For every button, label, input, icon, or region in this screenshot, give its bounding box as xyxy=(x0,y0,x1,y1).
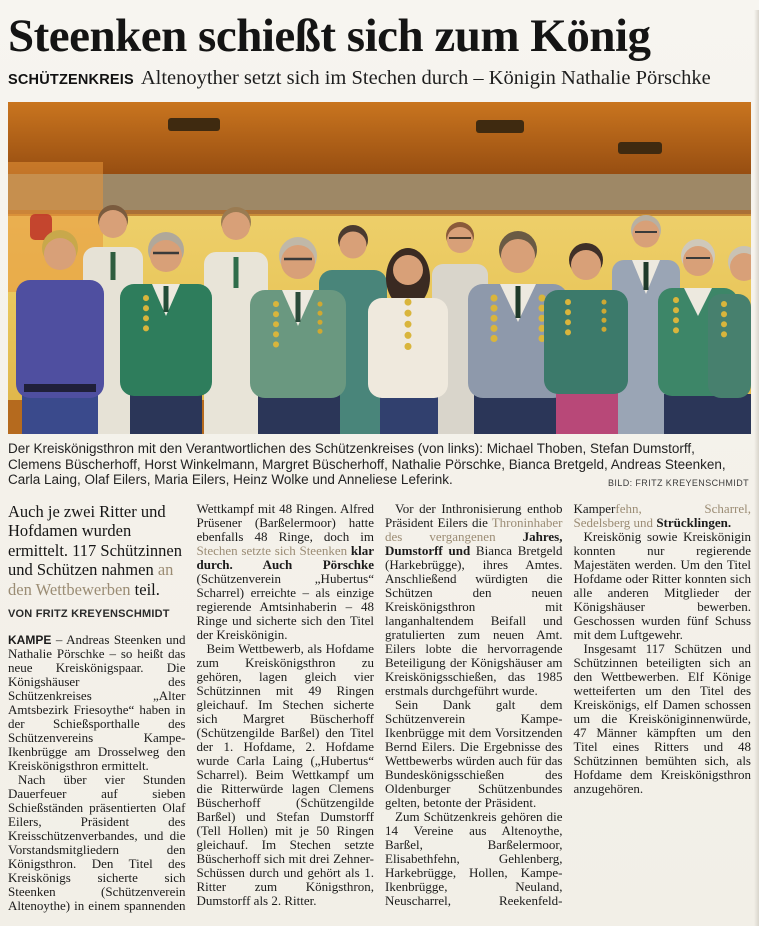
text-run: Beim Wettbewerb, als Hofdame zum Kreiskönigsthron zu gehören, lagen gleich vier Schützinnen mit 49 Ringen gleichauf. Im Stechen sicherte sich Margret Büscherhoff (Schützengilde Barßel) den Titel der 1. Hofdame, 2. Hofdame wurde Carla Laing („Hubertus“ Scharrel). Beim Wettkampf um die Ritterwürde lagen Clemens Büscherhoff (Schützengilde Barßel) und Stefan Dumstorff (Tell Hollen) mit je 50 Ringen gleichauf. Im Stechen setzte Büscherhoff sich mit drei Zehner-Schüssen durch und gehört als 1. Ritter zum Königsthron, Dumstorff als 2. Ritter. xyxy=(196,640,374,908)
text-run: klar durch. Auch Pörschke xyxy=(196,542,374,572)
article-paragraph-3 xyxy=(197,642,375,908)
article-paragraph-5 xyxy=(385,698,563,810)
lead-paragraph xyxy=(8,502,186,600)
text-run: – Andreas Steenken und Nathalie Pörschke – so heißt das neue Kreiskönigspaar. Die Königshäuser des Schützenkreises „Alter Amtsbezirk Friesoythe“ haben in der Schießsporthalle des Schützenvereins Kampe-Ikenbrügge am Drosselweg den Kreiskönigsthron ermittelt. xyxy=(8,632,186,774)
text-run: Nach über vier Stunden Dauerfeuer auf sieben Schießständen präsentierten Olaf Eilers, Präsident des Kreisschützenverbandes, und die Vorstandsmitgliedern den Königsthron. Den Titel des Kreiskönigs sicherte sich Steenken (Schützenverein Altenoythe) in einem spannenden Wettkampf mit 48 Ringen. Alfred Prüsener (Barßelermoor) hatte ebenfalls 48 Ringe, doch im xyxy=(8,501,374,914)
photo-caption: Der Kreiskönigsthron mit den Verantwortlichen des Schützenkreises (von links): Michael Thoben, Stefan Dumstorff, Clemens Büscherhoff, Horst Winkelmann, Margret Büscherhoff, Nathalie Pörschke, Bianca Bretgeld, Andreas Steenken, Carla Laing, Olaf Eilers, Maria Eilers, Heinz Wolke und Anneliese Leferink. xyxy=(8,441,726,488)
kicker: SCHÜTZENKREIS xyxy=(8,72,134,88)
text-run: Sein Dank galt dem Schützenverein Kampe-Ikenbrügge mit dem Vorsitzenden Bernd Eilers. Die Ergebnisse des Wettbewerbs würden auch für das Bundeskönigsschießen des Oldenburger Schützenbundes gelten, betonte der Präsident. xyxy=(385,696,563,810)
text-run: fehn, Scharrel, Sedelsberg und xyxy=(573,501,751,530)
headline: Steenken schießt sich zum König xyxy=(8,10,651,62)
text-run: Jahres, Dumstorff und xyxy=(385,528,563,558)
text-run: Vor der Inthronisierung enthob Präsident Eilers die xyxy=(385,501,563,530)
text-run: Auch je zwei Ritter und Hofdamen wurden ermittelt. 117 Schützinnen und Schützen nahmen xyxy=(8,501,182,580)
text-run: Bianca Bretgeld (Harkebrügge), ihres Amtes. Anschließend würdigten die Schützen den neuen Kreiskönigsthron mit langanhaltendem Beifall und gratulierten zum neuen Amt. Eilers lobte die hervorragende Beteiligung der Königshäuser am Kreiskönigsschießen, das 1985 erstmals durchgeführt wurde. xyxy=(385,542,563,698)
article-paragraph-7 xyxy=(574,530,752,642)
scan-edge-shadow xyxy=(754,10,759,926)
text-run: (Schützenverein „Hubertus“ Scharrel) erreichte – als einzige regierende Amtsinhaberin – 48 Ringe und sicherte sich den Titel der Kreiskönigin. xyxy=(196,570,374,642)
text-run: Throninhaber des vergangenen xyxy=(385,514,563,544)
article-photo xyxy=(8,102,751,434)
byline: VON FRITZ KREYENSCHMIDT xyxy=(8,608,170,621)
article-paragraph-1 xyxy=(8,633,186,773)
photo-credit: BILD: FRITZ KREYENSCHMIDT xyxy=(607,477,749,488)
text-run: Stechen setzte sich Steenken xyxy=(196,542,348,558)
text-run: KAMPE xyxy=(8,633,52,648)
article-paragraph-4 xyxy=(385,502,563,698)
article-paragraph-8 xyxy=(574,642,752,796)
text-run: Strücklingen. xyxy=(656,514,732,530)
newspaper-page xyxy=(0,10,759,926)
text-run: an den Wettbewerben xyxy=(8,560,174,599)
group-photo-illustration xyxy=(8,102,751,434)
text-run: teil. xyxy=(130,579,160,599)
photo-caption-block xyxy=(8,441,751,488)
article-sheet xyxy=(0,10,759,916)
subheadline-row xyxy=(8,66,751,92)
subheadline: Altenoyther setzt sich im Stechen durch – Königin Nathalie Pörschke xyxy=(140,67,711,89)
text-run: Kreiskönig sowie Kreiskönigin konnten nur regierende Majestäten werden. Um den Titel Hofdame oder Ritter konnten sich alle anderen Mitglieder der Königshäuser bewerben. Geschossen wurden fünf Schuss mit dem Luftgewehr. xyxy=(573,528,751,642)
text-run: Zum Schützenkreis gehören die 14 Vereine aus Altenoythe, Barßel, Barßelermoor, Elisabethfehn, Gehlenberg, Harkebrügge, Hollen, Kampe-Ikenbrügge, Neuland, Neuscharrel, Reekenfeld-Kamper xyxy=(385,501,616,908)
text-run: Insgesamt 117 Schützen und Schützinnen beteiligten sich an den Wettbewerben. Elf Könige wetteiferten um den Titel des Kreiskönigs, elf Damen schossen um die Kreisköniginnenwürde, 47 Männer kämpften um den Titel eines Ritters und 48 Schützinnen bemühten sich, als Hofdame dem Kreiskönigsthron anzugehören. xyxy=(573,640,751,796)
article-body xyxy=(8,502,751,916)
